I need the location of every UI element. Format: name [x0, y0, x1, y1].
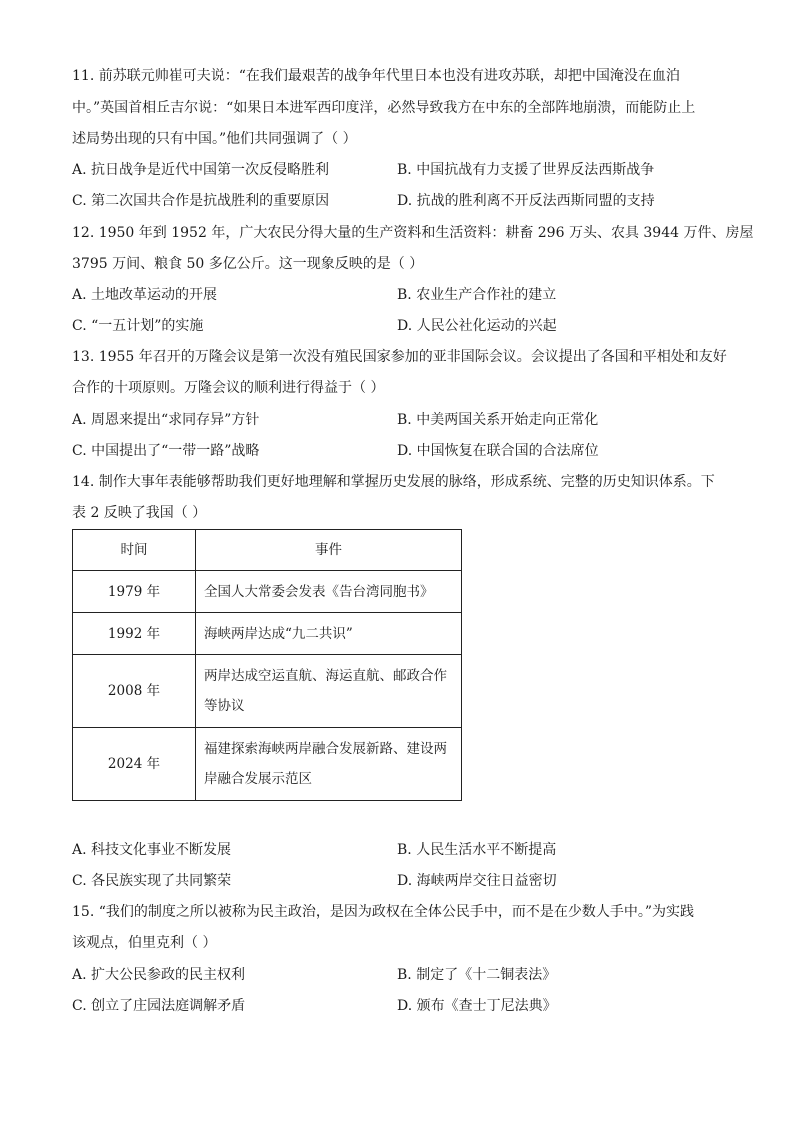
table-cell-event — [196, 655, 462, 728]
question-text-line: 11. 前苏联元帅崔可夫说：“在我们最艰苦的战争年代里日本也没有进攻苏联，却把中国淹没在血泊 — [72, 68, 680, 84]
event-text: 全国人大常委会发表《告台湾同胞书》 — [204, 583, 434, 600]
table-row — [73, 571, 462, 613]
event-text: 两岸达成空运直航、海运直航、邮政合作 — [204, 668, 447, 684]
event-text: 等协议 — [204, 698, 245, 714]
question-text-line: 13. 1955 年召开的万隆会议是第一次没有殖民国家参加的亚非国际会议。会议提出了各国和平相处和友好 — [72, 349, 727, 365]
option-d: D. 中国恢复在联合国的合法席位 — [397, 443, 599, 459]
question-text-line: 中。”英国首相丘吉尔说：“如果日本进军西印度洋，必然导致我方在中东的全部阵地崩溃，而能防止上 — [72, 100, 696, 116]
option-c: C. “一五计划”的实施 — [72, 318, 204, 334]
table-header-event: 事件 — [196, 530, 462, 571]
question-text-line: 14. 制作大事年表能够帮助我们更好地理解和掌握历史发展的脉络，形成系统、完整的历史知识体系。下 — [72, 474, 715, 490]
table-header-time: 时间 — [73, 530, 196, 571]
question-text-line: 表 2 反映了我国（ ） — [72, 505, 207, 521]
event-text: 岸融合发展示范区 — [204, 771, 312, 787]
option-b: B. 中国抗战有力支援了世界反法西斯战争 — [397, 162, 655, 178]
option-a: A. 抗日战争是近代中国第一次反侵略胜利 — [72, 162, 330, 178]
option-a: A. 周恩来提出“求同存异”方针 — [72, 412, 260, 428]
option-c: C. 第二次国共合作是抗战胜利的重要原因 — [72, 193, 330, 209]
table-cell-year: 1992 年 — [73, 613, 196, 655]
option-c: C. 中国提出了“一带一路”战略 — [72, 443, 260, 459]
option-a: A. 科技文化事业不断发展 — [72, 842, 232, 858]
table-row — [73, 728, 462, 801]
question-text-line: 15. “我们的制度之所以被称为民主政治，是因为政权在全体公民手中，而不是在少数人手中。”为实践 — [72, 904, 695, 920]
table-cell-year: 2008 年 — [73, 655, 196, 728]
question-text-line: 述局势出现的只有中国。”他们共同强调了（ ） — [72, 131, 357, 147]
option-d: D. 海峡两岸交往日益密切 — [397, 873, 557, 889]
option-d: D. 抗战的胜利离不开反法西斯同盟的支持 — [397, 193, 655, 209]
table-cell-year: 2024 年 — [73, 728, 196, 801]
table-row — [73, 613, 462, 655]
option-b: B. 人民生活水平不断提高 — [397, 842, 557, 858]
option-a: A. 扩大公民参政的民主权利 — [72, 967, 246, 983]
question-text-line: 该观点，伯里克利（ ） — [72, 935, 217, 951]
table-row — [73, 655, 462, 728]
event-text: 福建探索海峡两岸融合发展新路、建设两 — [204, 741, 447, 757]
option-b: B. 中美两国关系开始走向正常化 — [397, 412, 599, 428]
option-a: A. 土地改革运动的开展 — [72, 287, 218, 303]
table-cell-event — [196, 571, 462, 613]
event-text: 海峡两岸达成“九二共识” — [204, 625, 353, 642]
table-cell-year: 1979 年 — [73, 571, 196, 613]
question-text-line: 合作的十项原则。万隆会议的顺利进行得益于（ ） — [72, 380, 385, 396]
option-c: C. 创立了庄园法庭调解矛盾 — [72, 998, 246, 1014]
option-d: D. 颁布《查士丁尼法典》 — [397, 998, 557, 1014]
option-c: C. 各民族实现了共同繁荣 — [72, 873, 232, 889]
table-header-row — [73, 530, 462, 571]
events-table — [72, 529, 462, 801]
table-cell-event — [196, 613, 462, 655]
question-text-line: 3795 万间、粮食 50 多亿公斤。这一现象反映的是（ ） — [72, 256, 424, 272]
option-b: B. 制定了《十二铜表法》 — [397, 967, 557, 983]
option-d: D. 人民公社化运动的兴起 — [397, 318, 557, 334]
option-b: B. 农业生产合作社的建立 — [397, 287, 557, 303]
question-text-line: 12. 1950 年到 1952 年，广大农民分得大量的生产资料和生活资料：耕畜 296 万头、农具 3944 万件、房屋 — [72, 225, 754, 241]
table-cell-event — [196, 728, 462, 801]
